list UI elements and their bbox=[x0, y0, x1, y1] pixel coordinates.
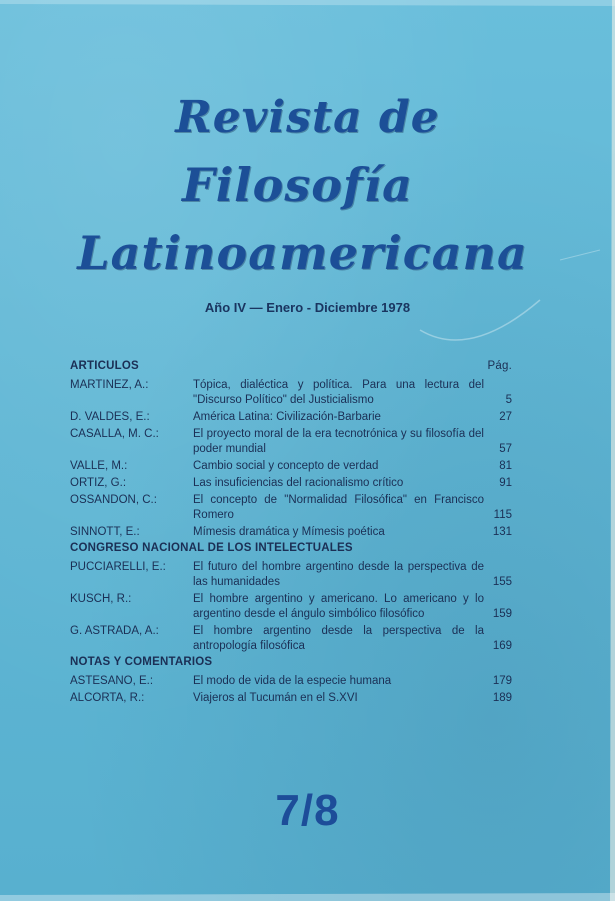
page-column-label: Pág. bbox=[487, 360, 512, 372]
toc-page: 115 bbox=[493, 509, 512, 521]
toc-page: 179 bbox=[492, 675, 512, 687]
toc-entry bbox=[70, 691, 514, 706]
toc-author: ORTIZ, G.: bbox=[70, 477, 127, 489]
toc-title: El futuro del hombre argentino desde la perspectiva de las humanidades bbox=[193, 561, 484, 588]
toc-title: América Latina: Civilización-Barbarie bbox=[193, 411, 381, 423]
toc-title: El hombre argentino desde la perspectiva de la antropología filosófica bbox=[193, 625, 484, 652]
toc-author: CASALLA, M. C.: bbox=[70, 428, 159, 440]
toc-entry bbox=[70, 624, 514, 654]
issue-date-line: Año IV — Enero - Diciembre 1978 bbox=[204, 300, 411, 315]
section-heading-label: ARTICULOS bbox=[70, 360, 139, 372]
toc-title: Tópica, dialéctica y política. Para una lectura del "Discurso Político" del Justicialismo bbox=[193, 379, 484, 406]
toc-entry bbox=[70, 378, 514, 408]
toc-entry bbox=[70, 493, 514, 523]
toc-title: El modo de vida de la especie humana bbox=[193, 675, 392, 687]
toc-entry bbox=[70, 674, 514, 689]
toc-page: 189 bbox=[492, 692, 512, 704]
toc-page: 155 bbox=[492, 576, 512, 588]
section-heading bbox=[70, 360, 514, 378]
section-heading-label: NOTAS Y COMENTARIOS bbox=[70, 656, 213, 668]
toc-entry bbox=[70, 476, 514, 491]
toc-author: KUSCH, R.: bbox=[70, 593, 132, 605]
toc-page: 159 bbox=[492, 608, 512, 620]
toc-title: El concepto de "Normalidad Filosófica" en Francisco Romero bbox=[193, 494, 484, 521]
toc-author: ALCORTA, R.: bbox=[70, 692, 145, 704]
toc-author: MARTINEZ, A.: bbox=[70, 379, 149, 391]
toc-page: 131 bbox=[492, 526, 512, 538]
toc-title: Viajeros al Tucumán en el S.XVI bbox=[193, 692, 358, 704]
toc-author: VALLE, M.: bbox=[70, 460, 128, 472]
toc-title: El proyecto moral de la era tecnotrónica y su filosofía del poder mundial bbox=[193, 428, 484, 455]
title-line-2: Filosofía bbox=[182, 158, 413, 212]
toc-title: Mímesis dramática y Mímesis poética bbox=[193, 526, 385, 538]
issue-number: 7/8 bbox=[275, 786, 340, 835]
section-heading bbox=[70, 542, 514, 560]
toc-author: SINNOTT, E.: bbox=[70, 526, 140, 538]
toc-page: 57 bbox=[499, 443, 512, 455]
title-line-1: Revista de bbox=[175, 92, 440, 143]
toc-page: 5 bbox=[505, 394, 512, 406]
toc-author: D. VALDES, E.: bbox=[70, 411, 150, 423]
toc-page: 81 bbox=[499, 460, 512, 472]
toc-author: G. ASTRADA, A.: bbox=[70, 625, 159, 637]
toc-title: El hombre argentino y americano. Lo americano y lo argentino desde el ángulo simbólico filosófico bbox=[193, 593, 484, 620]
toc-page: 27 bbox=[499, 411, 512, 423]
toc-entry bbox=[70, 410, 514, 425]
toc-entry bbox=[70, 592, 514, 622]
toc-author: ASTESANO, E.: bbox=[70, 675, 154, 687]
toc-title: Cambio social y concepto de verdad bbox=[193, 460, 379, 472]
toc-title: Las insuficiencias del racionalismo crítico bbox=[193, 477, 404, 489]
table-of-contents bbox=[70, 360, 514, 708]
toc-entry bbox=[70, 459, 514, 474]
title-line-3: Latinoamericana bbox=[77, 226, 528, 280]
toc-page: 169 bbox=[492, 640, 512, 652]
section-heading-label: CONGRESO NACIONAL DE LOS INTELECTUALES bbox=[70, 542, 353, 554]
toc-entry bbox=[70, 525, 514, 540]
toc-entry bbox=[70, 427, 514, 457]
toc-author: PUCCIARELLI, E.: bbox=[70, 561, 166, 573]
toc-entry bbox=[70, 560, 514, 590]
toc-author: OSSANDON, C.: bbox=[70, 494, 157, 506]
toc-page: 91 bbox=[499, 477, 512, 489]
section-heading bbox=[70, 656, 514, 674]
